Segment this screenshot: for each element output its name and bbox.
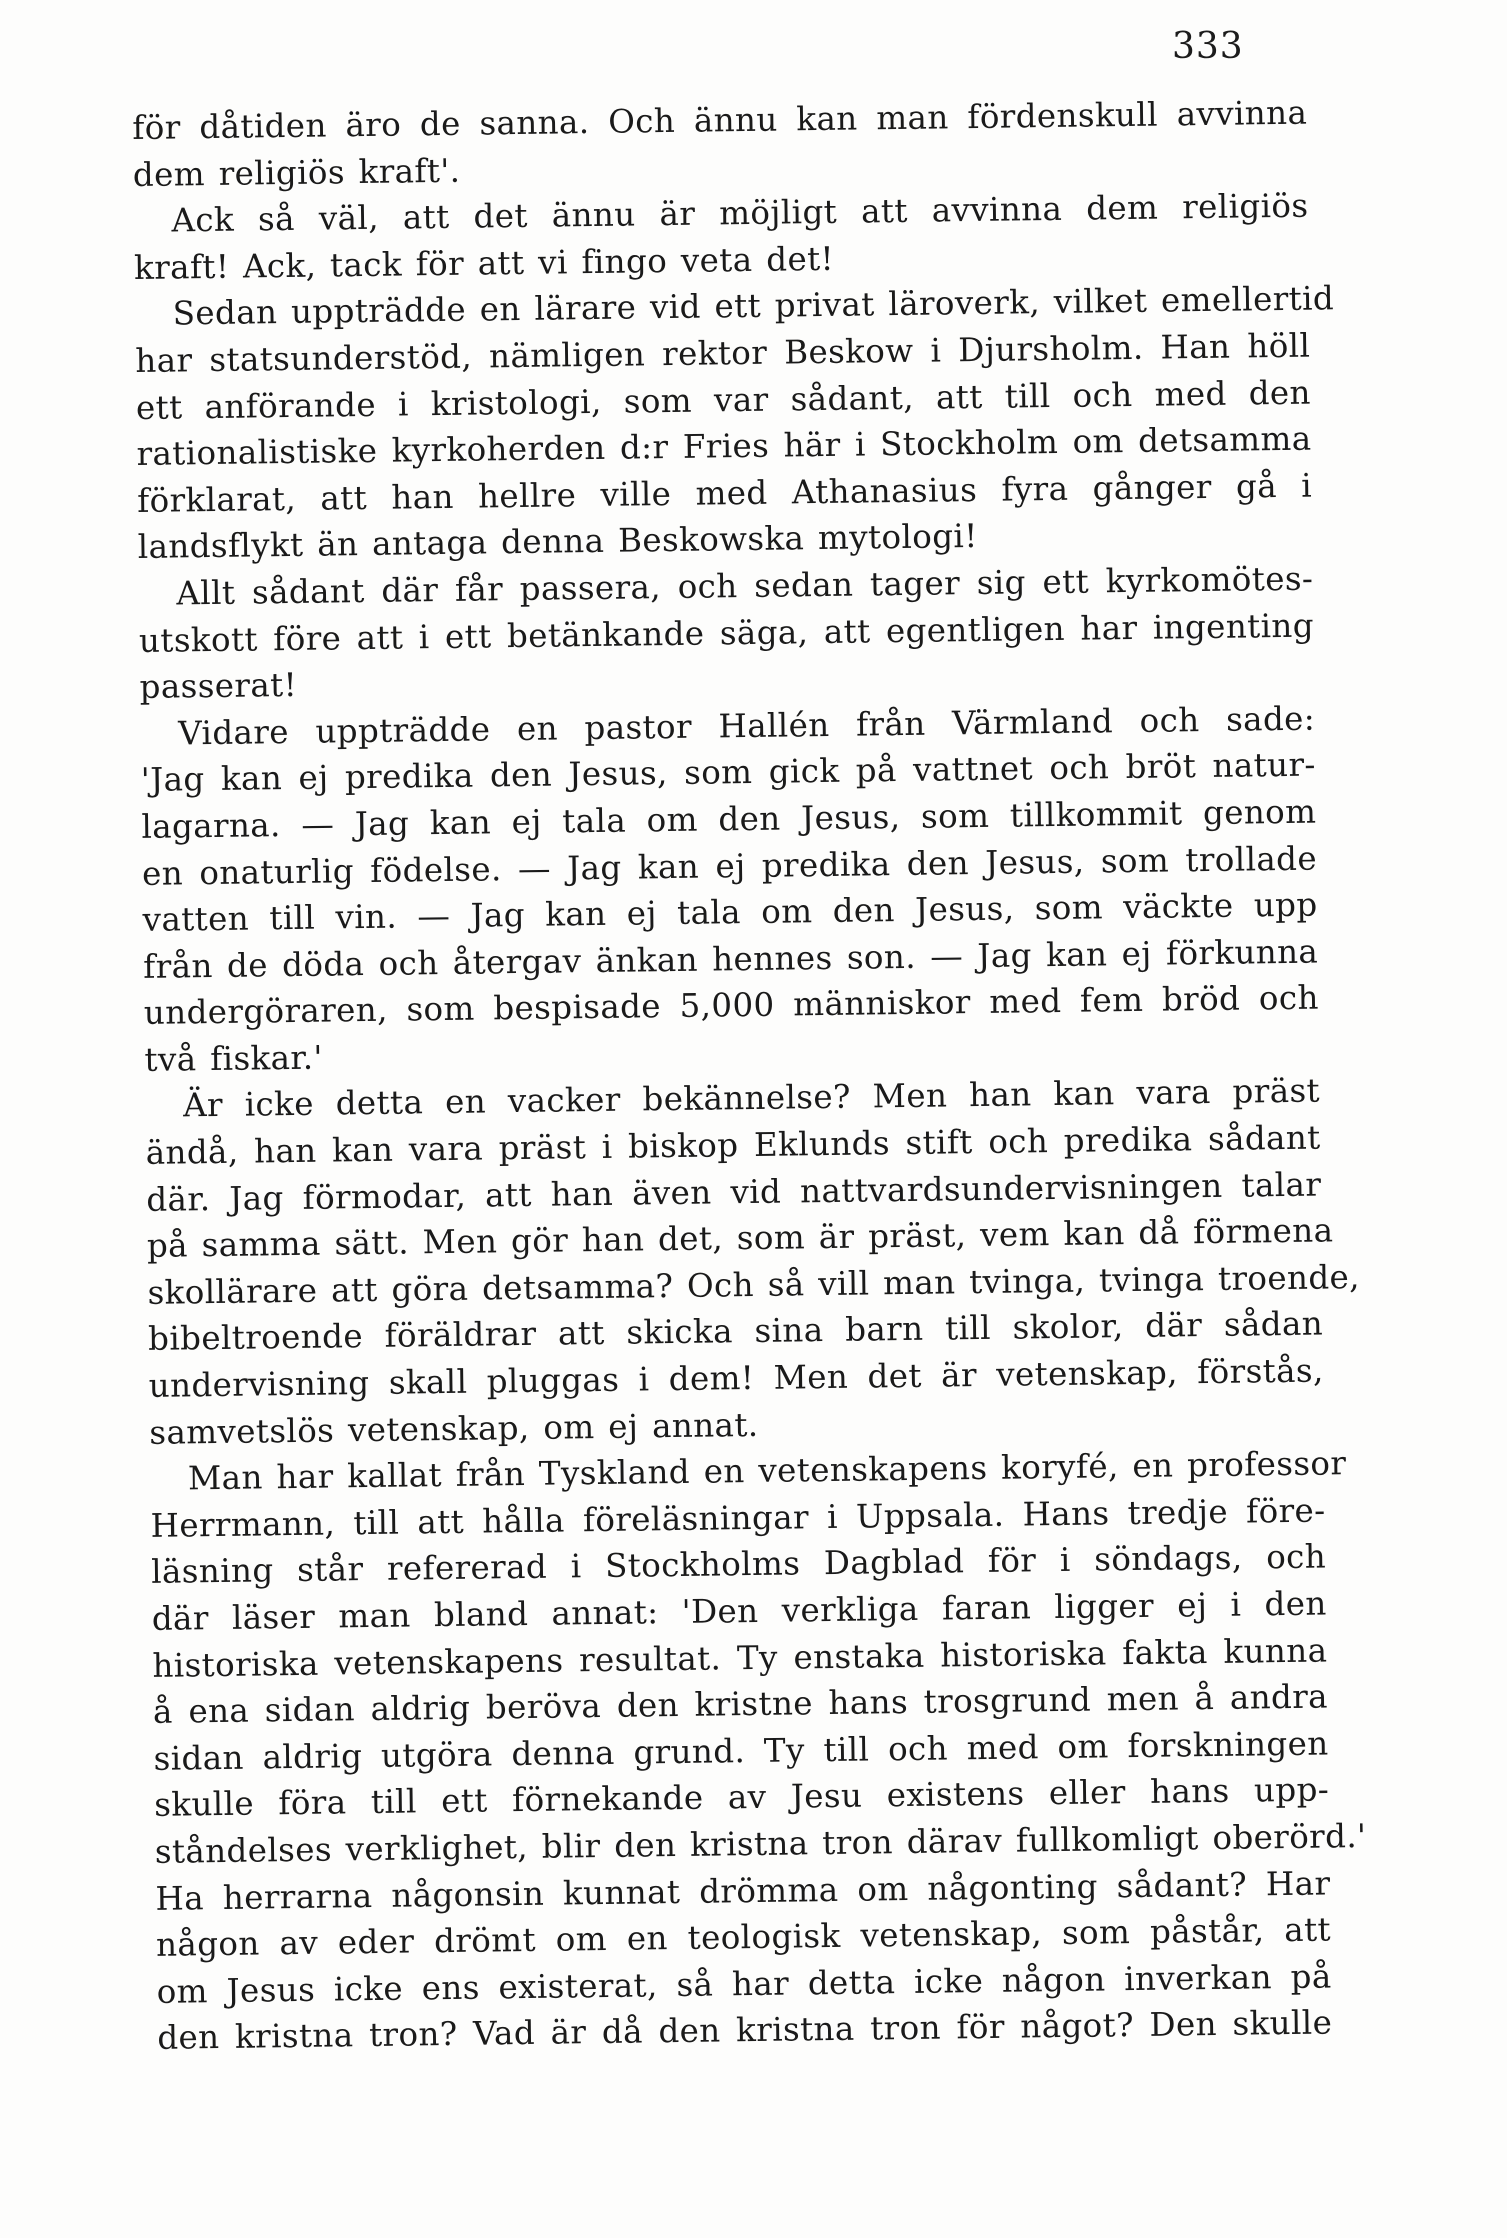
text-line: den kristna tron? Vad är då den kristna tron för något? Den skulle (157, 2003, 1333, 2058)
text-line: bibeltroende föräldrar att skicka sina barn till skolor, där sådan (147, 1304, 1324, 1359)
text-line: samvetslös vetenskap, om ej annat. (149, 1405, 759, 1452)
text-line: kraft! Ack, tack för att vi fingo veta det! (133, 239, 835, 287)
text-line: läsning står refererad i Stockholms Dagblad för i söndags, och (150, 1537, 1327, 1592)
text-line: Allt sådant där får passera, och sedan tager sig ett kyrkomötes- (176, 559, 1314, 613)
text-line: skulle föra till ett förnekande av Jesu existens eller hans upp- (154, 1770, 1330, 1825)
text-line: Man har kallat från Tyskland en vetenskapens koryfé, en professor (187, 1444, 1347, 1498)
text-line: utskott före att i ett betänkande säga, att egentligen har ingenting (138, 606, 1315, 660)
text-line: två fiskar.' (144, 1038, 324, 1079)
text-line: någon av eder drömt om en teologisk vetenskap, som påstår, att (155, 1910, 1332, 1964)
text-line: skollärare att göra detsamma? Och så vill man tvinga, tvinga troende, (147, 1257, 1361, 1312)
text-line: å ena sidan aldrig beröva den kristne hans trosgrund men å andra (152, 1677, 1329, 1732)
text-line: Ack så väl, att det ännu är möjligt att avvinna dem religiös (171, 186, 1309, 240)
text-line: en onaturlig födelse. — Jag kan ej predika den Jesus, som trollade (141, 839, 1318, 893)
text-line: Vidare uppträdde en pastor Hallén från Värmland och sade: (177, 699, 1316, 753)
text-line: på samma sätt. Men gör han det, som är präst, vem kan då förmena (146, 1211, 1334, 1266)
text-line: undergöraren, som bespisade 5,000 människor med fem bröd och (143, 978, 1320, 1033)
text-line: ståndelses verklighet, blir den kristna tron därav fullkomligt oberörd.' (154, 1816, 1367, 1871)
text-line: från de döda och återgav änkan hennes son. — Jag kan ej förkunna (143, 932, 1319, 986)
text-line: för dåtiden äro de sanna. Och ännu kan man fördenskull avvinna (132, 93, 1308, 147)
text-line: dem religiös kraft'. (132, 151, 461, 194)
text-line: lagarna. — Jag kan ej tala om den Jesus, som tillkommit genom (141, 792, 1317, 846)
text-line: har statsunderstöd, nämligen rektor Beskow i Djursholm. Han höll (135, 326, 1311, 380)
text-line: Sedan uppträdde en lärare vid ett privat läroverk, vilket emellertid (172, 279, 1335, 333)
text-line: Ha herrarna någonsin kunnat drömma om någonting sådant? Har (155, 1864, 1331, 1918)
text-line: vatten till vin. — Jag kan ej tala om den Jesus, som väckte upp (142, 885, 1318, 940)
text-line: undervisning skall pluggas i dem! Men det är vetenskap, förstås, (148, 1351, 1324, 1405)
text-line: förklarat, att han hellre ville med Athanasius fyra gånger gå i (136, 466, 1313, 520)
text-line: ett anförande i kristologi, som var sådant, att till och med den (135, 373, 1312, 427)
page-number: 333 (1172, 26, 1244, 67)
text-line: Herrmann, till att hålla föreläsningar i Uppsala. Hans tredje före- (150, 1491, 1326, 1545)
body-text (132, 90, 1367, 2062)
text-line: sidan aldrig utgöra denna grund. Ty till och med om forskningen (153, 1724, 1329, 1778)
text-line: passerat! (139, 666, 298, 707)
text-line: ändå, han kan vara präst i biskop Eklunds stift och predika sådant (145, 1118, 1321, 1172)
text-line: där. Jag förmodar, att han även vid nattvardsundervisningen talar (146, 1165, 1322, 1219)
text-line: 'Jag kan ej predika den Jesus, som gick på vattnet och bröt natur- (140, 745, 1316, 800)
text-line: om Jesus icke ens existerat, så har detta icke någon inverkan på (156, 1957, 1332, 2011)
text-line: där läser man bland annat: 'Den verkliga faran ligger ej i den (151, 1584, 1327, 1638)
text-line: Är icke detta en vacker bekännelse? Men han kan vara präst (182, 1072, 1321, 1125)
text-line: rationalistiske kyrkoherden d:r Fries här i Stockholm om detsamma (136, 419, 1312, 474)
text-line: historiska vetenskapens resultat. Ty enstaka historiska fakta kunna (152, 1631, 1328, 1685)
text-line: landsflykt än antaga denna Beskowska mytologi! (137, 517, 978, 567)
